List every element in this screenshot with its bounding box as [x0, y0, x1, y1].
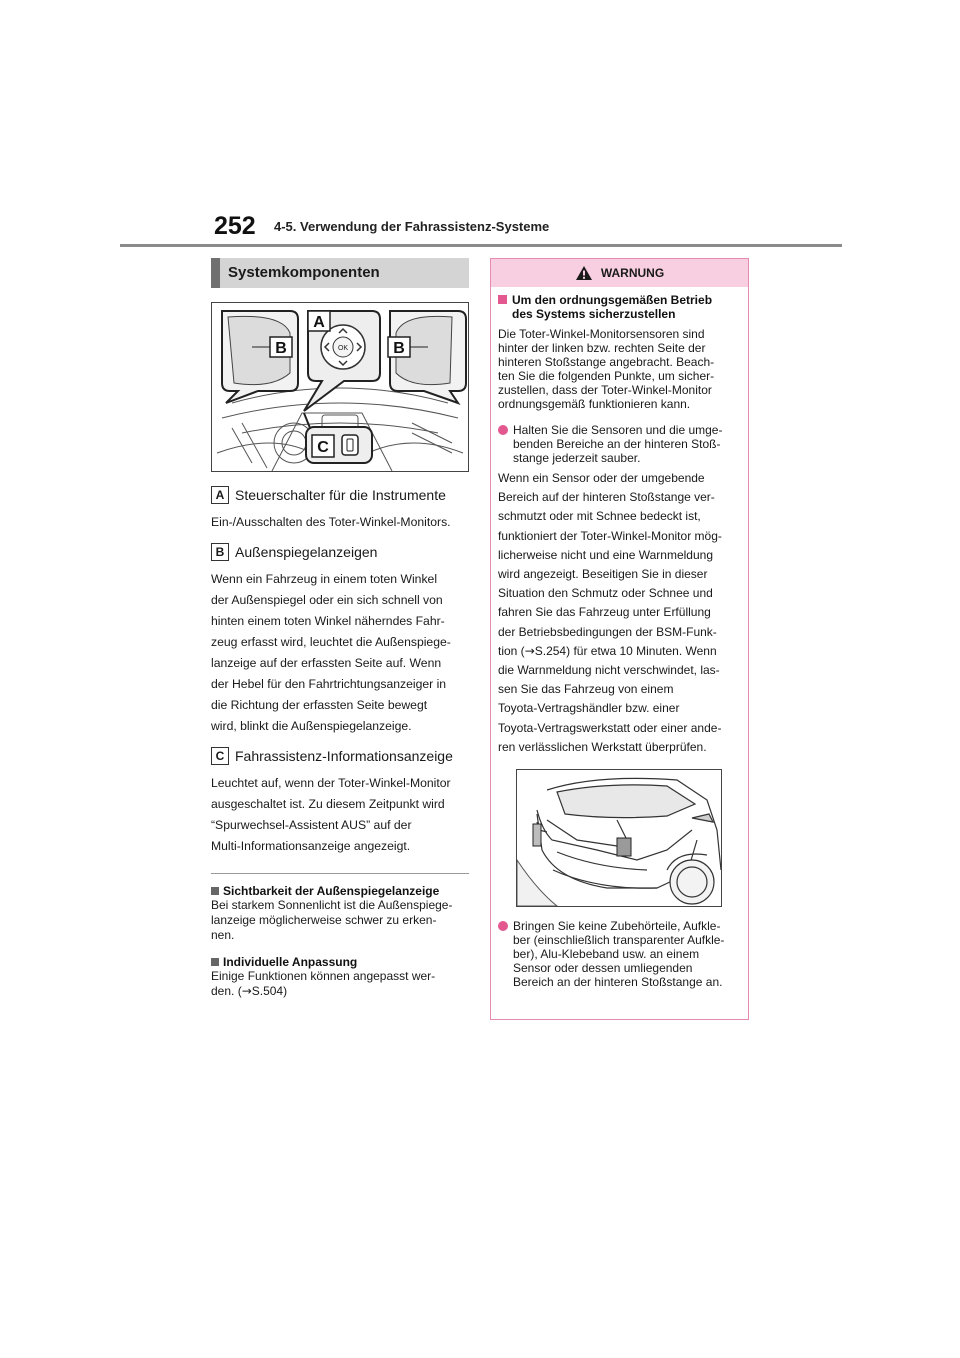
note-visibility-heading — [211, 884, 469, 898]
warning-title: WARNUNG — [600, 266, 665, 280]
pink-bullet-icon — [498, 425, 508, 435]
warning-line: Bereich an der hinteren Stoßstange an. — [513, 975, 723, 990]
arrow-right-icon: → — [241, 984, 252, 998]
item-b-line: die Richtung der erfassten Seite bewegt — [211, 698, 428, 712]
note-line: nen. — [211, 928, 235, 942]
pink-bullet-icon — [498, 921, 508, 931]
warning-content — [491, 287, 748, 989]
note-line: Bei starkem Sonnenlicht ist die Außenspiege- — [211, 898, 453, 912]
dashboard-figure — [211, 302, 469, 472]
warning-ref-prefix: tion ( — [498, 643, 525, 658]
warning-line: Bereich auf der hinteren Stoßstange ver- — [498, 490, 715, 505]
warning-subheading-line: Um den ordnungsgemäßen Betrieb — [512, 293, 713, 307]
item-b-line: Wenn ein Fahrzeug in einem toten Winkel — [211, 572, 438, 586]
warning-line: Halten Sie die Sensoren und die umge- — [513, 423, 723, 437]
item-b-letter: B — [211, 543, 229, 561]
page-ref-text: S.504) — [251, 984, 288, 998]
warning-line: fahren Sie das Fahrzeug unter Erfüllung — [498, 605, 711, 620]
warning-intro — [498, 327, 740, 411]
chapter-title: 4-5. Verwendung der Fahrassistenz-Systeme — [274, 219, 550, 234]
warning-line: sen Sie das Fahrzeug von einem — [498, 682, 674, 697]
note-line: lanzeige möglicherweise schwer zu erken- — [211, 913, 437, 927]
warning-line: Sensor oder dessen umliegenden — [513, 961, 693, 976]
item-a-heading — [211, 486, 469, 504]
arrow-right-icon: → — [524, 643, 535, 658]
warning-line: stange jederzeit sauber. — [513, 451, 641, 465]
figure-label-a: A — [313, 314, 325, 331]
warning-line: ber (einschließlich transparenter Aufkle- — [513, 933, 725, 948]
note-square-icon — [211, 887, 219, 895]
warning-bullet-clean — [498, 423, 740, 465]
note-customization-title: Individuelle Anpassung — [223, 955, 358, 969]
warning-line: zustellen, dass der Toter-Winkel-Monitor — [498, 383, 712, 397]
item-a-line: Ein-/Ausschalten des Toter-Winkel-Monitors. — [211, 515, 451, 529]
page-reference-504[interactable] — [211, 984, 469, 999]
warning-header — [491, 259, 748, 287]
item-c-line: “Spurwechsel-Assistent AUS” auf der — [211, 818, 412, 832]
warning-bullet-accessories — [498, 919, 740, 989]
item-b-line: zeug erfasst wird, leuchtet die Außenspiege- — [211, 635, 451, 649]
item-a-title: Steuerschalter für die Instrumente — [235, 487, 446, 503]
warning-line: schmutzt oder mit Schnee bedeckt ist, — [498, 509, 701, 524]
item-c-heading — [211, 747, 469, 765]
warning-line: licherweise nicht und eine Warnmeldung — [498, 547, 714, 562]
item-b-line: lanzeige auf der erfassten Seite auf. Wenn — [211, 656, 442, 670]
warning-box — [490, 258, 749, 1020]
warning-line: ordnungsgemäß funktionieren kann. — [498, 397, 691, 411]
warning-line: funktioniert der Toter-Winkel-Monitor mög- — [498, 528, 722, 543]
warning-line: Toyota-Vertragswerkstatt oder einer ande- — [498, 720, 722, 735]
warning-line: Wenn ein Sensor oder der umgebende — [498, 471, 705, 485]
item-c-text — [211, 773, 469, 857]
item-a-text — [211, 512, 469, 533]
warning-line: hinter der linken bzw. rechten Seite der — [498, 341, 706, 355]
item-c-letter: C — [211, 747, 229, 765]
item-b-line: der Hebel für den Fahrtrichtungsanzeiger in — [211, 677, 447, 691]
item-b-line: hinten einem toten Winkel näherndes Fahr- — [211, 614, 445, 628]
item-c-title: Fahrassistenz-Informationsanzeige — [235, 748, 453, 764]
warning-line: Bringen Sie keine Zubehörteile, Aufkle- — [513, 919, 721, 934]
warning-line: der Betriebsbedingungen der BSM-Funk- — [498, 624, 717, 639]
note-customization-heading — [211, 955, 469, 969]
warning-triangle-icon — [575, 265, 593, 281]
warning-line: ten Sie die folgenden Punkte, um sicher- — [498, 369, 715, 383]
item-c-line: Multi-Informationsanzeige angezeigt. — [211, 839, 411, 853]
warning-subheading — [498, 293, 740, 321]
warning-subheading-line: des Systems sicherzustellen — [512, 307, 676, 321]
item-b-line: wird, blinkt die Außenspiegelanzeige. — [211, 719, 412, 733]
item-c-line: Leuchtet auf, wenn der Toter-Winkel-Monitor — [211, 776, 451, 790]
warning-line: benden Bereiche an der hinteren Stoß- — [513, 437, 721, 451]
left-column — [211, 258, 469, 999]
warning-line: ren verlässlichen Werkstatt überprüfen. — [498, 739, 707, 754]
item-b-title: Außenspiegelanzeigen — [235, 544, 378, 560]
note-line: Einige Funktionen können angepasst wer- — [211, 969, 436, 983]
notes-divider — [211, 873, 469, 874]
warning-line: Die Toter-Winkel-Monitorsensoren sind — [498, 327, 705, 341]
warning-line: Toyota-Vertragshändler bzw. einer — [498, 701, 680, 716]
pink-square-icon — [498, 295, 507, 304]
item-b-line: der Außenspiegel oder ein sich schnell von — [211, 593, 443, 607]
note-customization-text — [211, 969, 469, 999]
figure-label-c: C — [317, 439, 329, 456]
car-rear-figure — [516, 769, 722, 907]
warning-ref-text: S.254) für etwa 10 Minuten. Wenn — [534, 643, 717, 658]
warning-line: die Warnmeldung nicht verschwindet, las- — [498, 663, 720, 678]
ok-label: OK — [337, 345, 349, 352]
note-visibility-text — [211, 898, 469, 943]
page-reference-254[interactable] — [498, 642, 740, 661]
warning-line: ber), Alu-Klebeband usw. an einem — [513, 947, 700, 962]
warning-line: hinteren Stoßstange angebracht. Beach- — [498, 355, 715, 369]
warning-line: wird angezeigt. Beseitigen Sie in dieser — [498, 567, 708, 582]
figure-label-b-right: B — [393, 340, 405, 357]
note-square-icon — [211, 958, 219, 966]
header-rule — [120, 244, 842, 247]
item-c-line: ausgeschaltet ist. Zu diesem Zeitpunkt wird — [211, 797, 445, 811]
note-visibility-title: Sichtbarkeit der Außenspiegelanzeige — [223, 884, 440, 898]
section-header: Systemkomponenten — [211, 258, 469, 288]
car-rear-illustration — [517, 770, 721, 906]
dashboard-illustration — [212, 303, 468, 471]
figure-label-b-left: B — [275, 340, 287, 357]
page-number: 252 — [214, 212, 256, 240]
warning-line: Situation den Schmutz oder Schnee und — [498, 586, 713, 601]
warning-paragraph — [498, 469, 740, 757]
note-line-prefix: den. ( — [211, 984, 242, 998]
item-b-text — [211, 569, 469, 737]
item-b-heading — [211, 543, 469, 561]
item-a-letter: A — [211, 486, 229, 504]
